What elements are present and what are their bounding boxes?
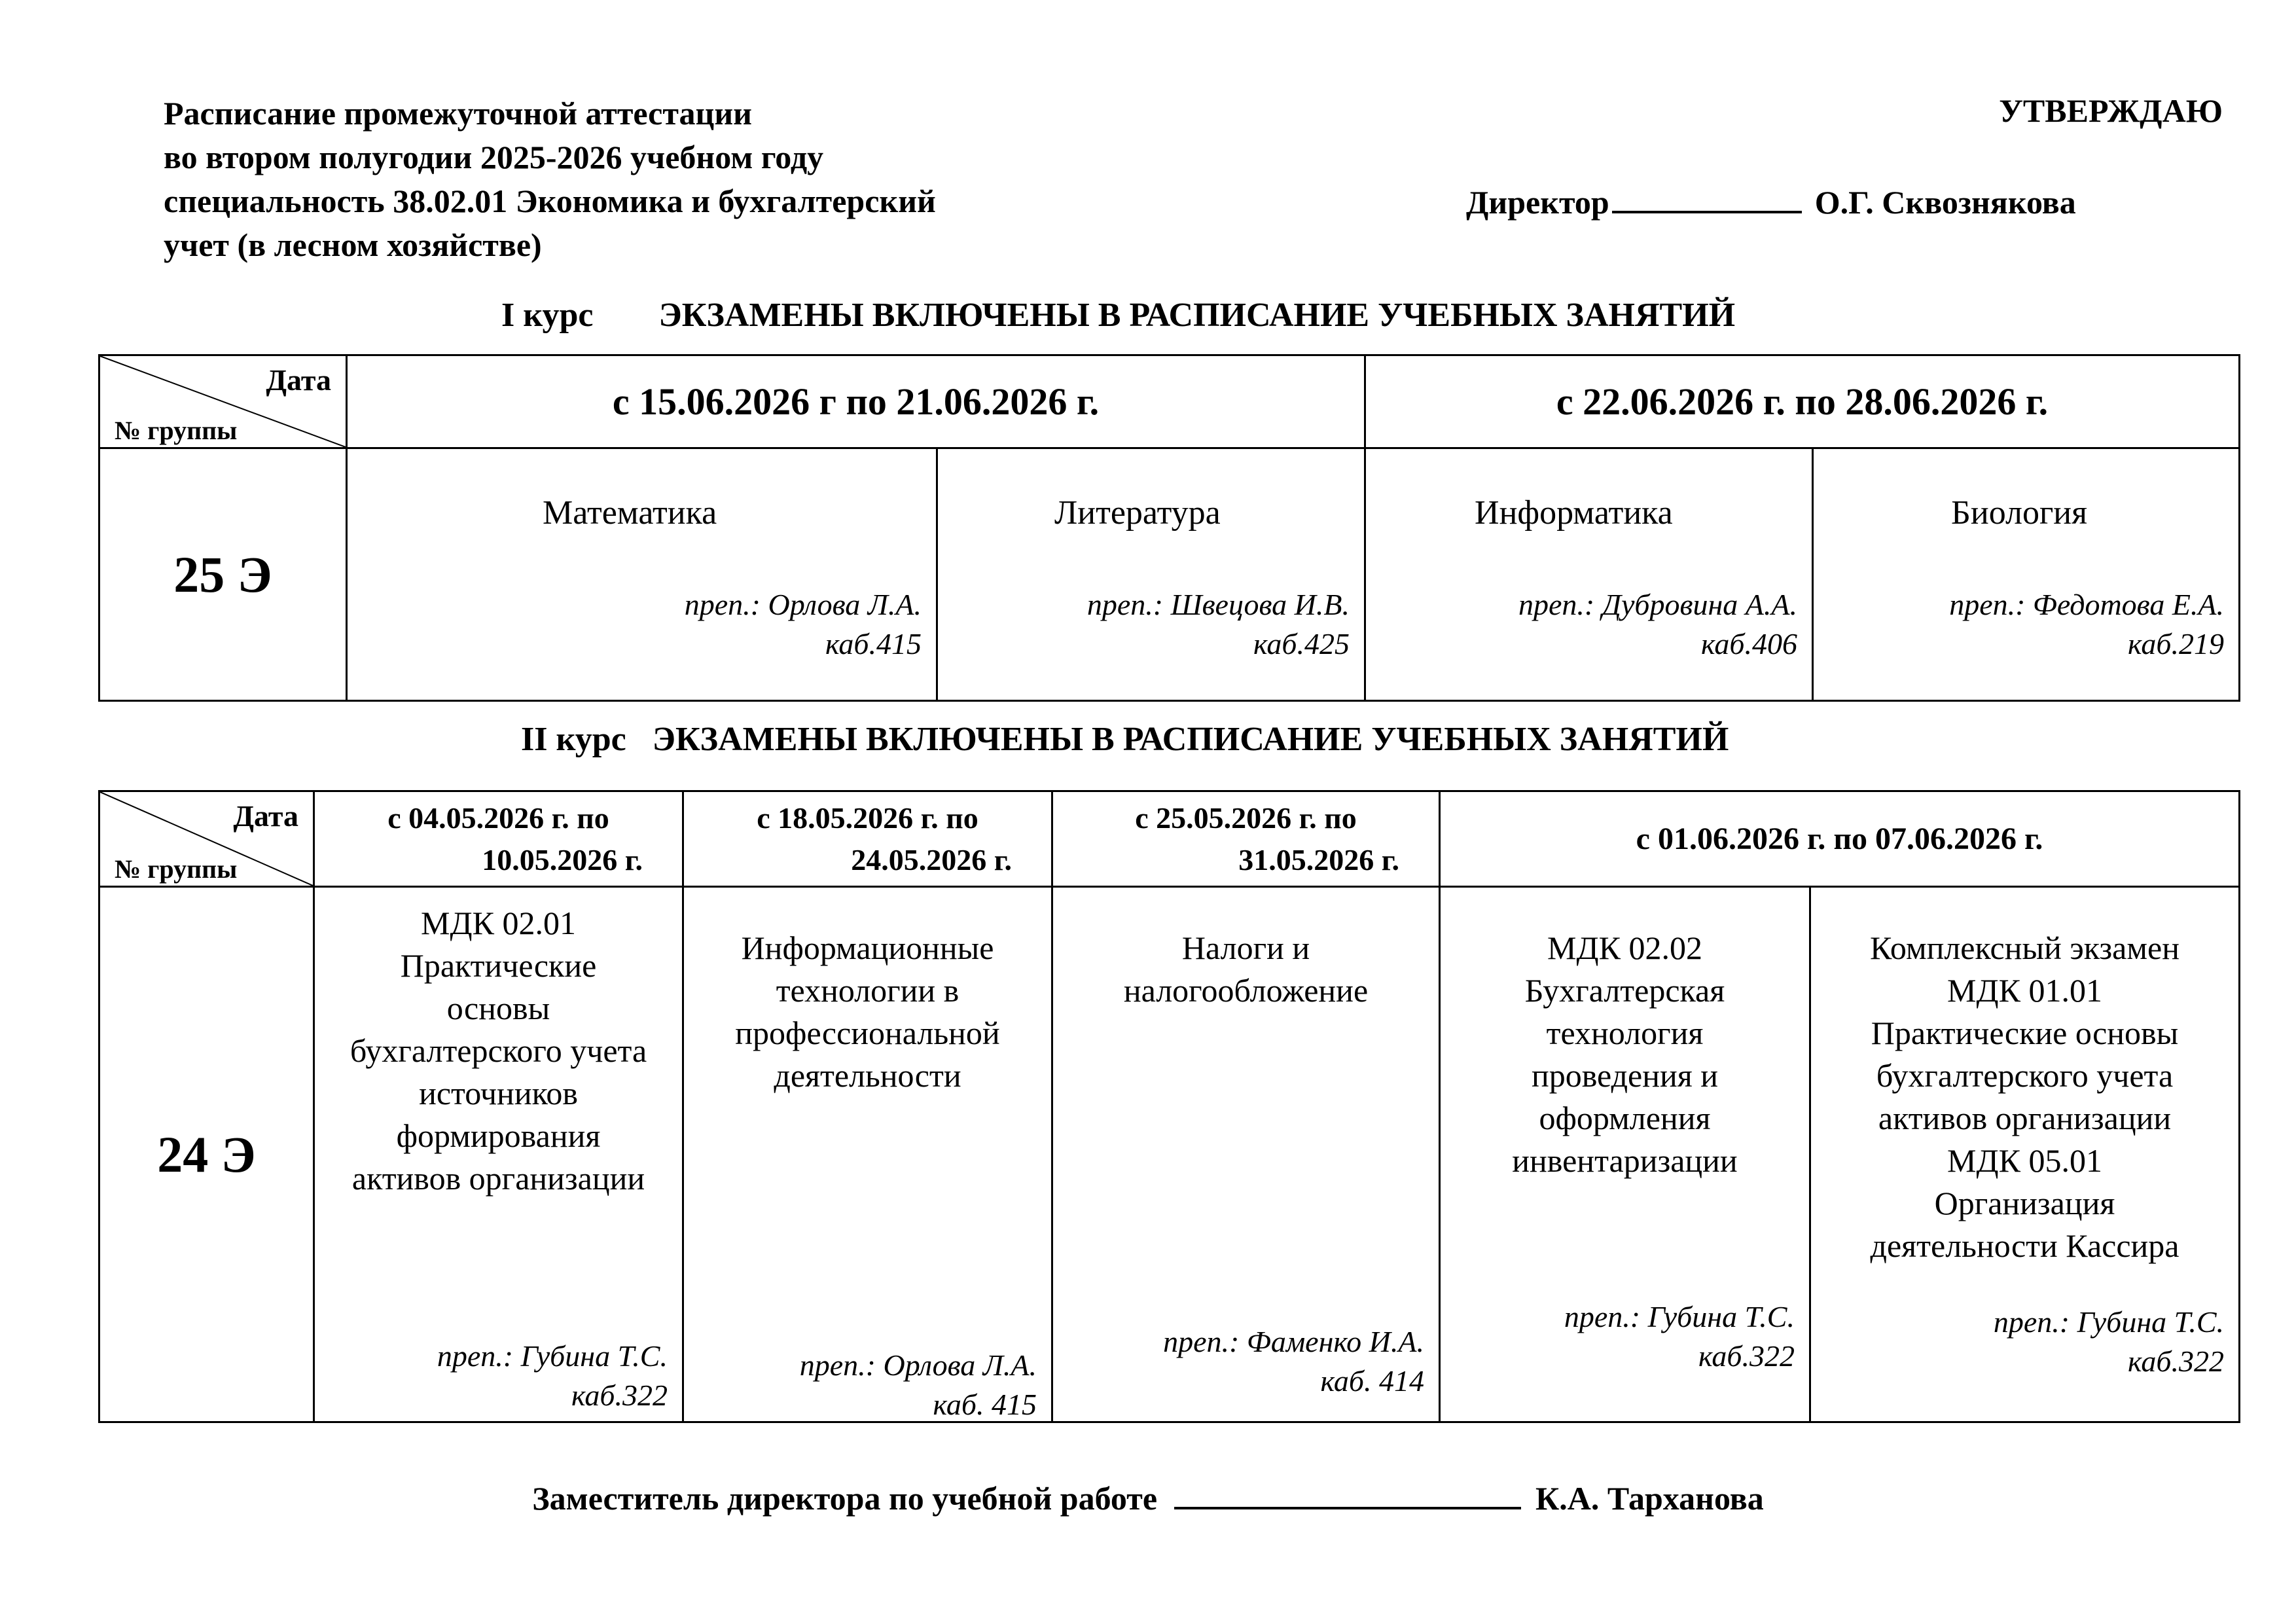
exam-room: каб.322 <box>571 1379 668 1412</box>
table-corner <box>99 791 314 887</box>
exam-teacher-block <box>1994 1303 2224 1381</box>
period-line: с 18.05.2026 г. по <box>757 801 978 835</box>
subject-line: активов организации <box>351 1160 645 1197</box>
exam-teacher-block <box>1163 1322 1424 1401</box>
exam-teacher-block <box>800 1346 1037 1424</box>
subject-line: Комплексный экзамен <box>1870 929 2179 966</box>
subject-line: источников <box>419 1075 578 1111</box>
period-header <box>1052 791 1440 887</box>
document-header <box>164 92 1145 267</box>
period-header: с 01.06.2026 г. по 07.06.2026 г. <box>1440 791 2240 887</box>
course-1-heading <box>501 296 1735 334</box>
header-line: учет (в лесном хозяйстве) <box>164 226 542 263</box>
period-line: с 25.05.2026 г. по <box>1135 801 1357 835</box>
subject-line: основы <box>446 990 550 1026</box>
exam-cell <box>347 448 937 701</box>
period-header: с 15.06.2026 г по 21.06.2026 г. <box>347 355 1365 448</box>
director-signature <box>1466 182 2076 221</box>
exam-cell <box>1813 448 2240 701</box>
group-number: 24 Э <box>99 887 314 1422</box>
header-line: Расписание промежуточной аттестации <box>164 95 752 132</box>
subject-line: МДК 02.01 <box>421 905 576 941</box>
exam-teacher-block <box>1564 1297 1795 1376</box>
exam-teacher-block <box>1518 585 1797 664</box>
exam-room: каб.322 <box>1698 1339 1795 1373</box>
exam-cell <box>683 887 1052 1422</box>
exam-teacher-block <box>1949 585 2224 664</box>
period-line: 24.05.2026 г. <box>851 842 1012 876</box>
exam-teacher-block <box>1087 585 1350 664</box>
exam-room: каб. 415 <box>933 1388 1037 1421</box>
exam-teacher: преп.: Орлова Л.А. <box>684 588 922 621</box>
period-header <box>683 791 1052 887</box>
period-line: 10.05.2026 г. <box>482 842 643 876</box>
corner-group-label: № группы <box>115 854 238 884</box>
subject-line: МДК 02.02 <box>1547 929 1702 966</box>
exam-cell <box>1440 887 1810 1422</box>
course-1-table <box>98 354 2240 702</box>
course-2-table <box>98 790 2240 1423</box>
exam-teacher: преп.: Губина Т.С. <box>1993 1305 2225 1339</box>
course-2-label: II курс <box>521 721 626 758</box>
exam-room: каб.415 <box>825 627 922 660</box>
course-1-title: ЭКЗАМЕНЫ ВКЛЮЧЕНЫ В РАСПИСАНИЕ УЧЕБНЫХ ЗАНЯТИЙ <box>658 297 1736 334</box>
subject-line: Бухгалтерская <box>1524 972 1725 1009</box>
exam-teacher: преп.: Губина Т.С. <box>437 1339 668 1373</box>
exam-teacher: преп.: Губина Т.С. <box>1564 1300 1795 1333</box>
deputy-signature <box>0 1479 2296 1517</box>
exam-teacher: преп.: Швецова И.В. <box>1086 588 1350 621</box>
deputy-name: К.А. Тарханова <box>1535 1480 1764 1517</box>
subject-line: профессиональной <box>735 1015 1000 1051</box>
course-1-label: I курс <box>501 297 594 334</box>
course-2-heading <box>521 720 1729 759</box>
exam-subject <box>1816 927 2233 1267</box>
exam-subject <box>1058 927 1433 1012</box>
approve-label: УТВЕРЖДАЮ <box>1999 92 2223 129</box>
exam-cell <box>314 887 683 1422</box>
subject-line: проведения и <box>1531 1057 1718 1094</box>
subject-line: деятельности Кассира <box>1870 1227 2179 1264</box>
subject-line: МДК 01.01 <box>1947 972 2102 1009</box>
subject-line: оформления <box>1539 1100 1711 1136</box>
exam-room: каб.322 <box>2128 1344 2225 1378</box>
exam-room: каб.219 <box>2128 627 2225 660</box>
corner-date-label: Дата <box>266 363 331 397</box>
exam-subject: Информатика <box>1475 494 1673 532</box>
corner-group-label: № группы <box>115 416 238 445</box>
exam-room: каб.406 <box>1701 627 1798 660</box>
subject-line: технология <box>1546 1015 1704 1051</box>
header-line: специальность 38.02.01 Экономика и бухгалтерский <box>164 183 936 219</box>
director-label: Директор <box>1466 184 1609 221</box>
deputy-label: Заместитель директора по учебной работе <box>532 1480 1158 1517</box>
exam-subject: Литература <box>1054 494 1221 532</box>
subject-line: бухгалтерского учета <box>1876 1057 2174 1094</box>
exam-teacher: преп.: Орлова Л.А. <box>799 1348 1037 1382</box>
course-2-title: ЭКЗАМЕНЫ ВКЛЮЧЕНЫ В РАСПИСАНИЕ УЧЕБНЫХ ЗАНЯТИЙ <box>652 721 1729 758</box>
subject-line: технологии в <box>776 972 960 1009</box>
exam-teacher: преп.: Федотова Е.А. <box>1949 588 2225 621</box>
group-number: 25 Э <box>99 448 347 701</box>
subject-line: деятельности <box>774 1057 961 1094</box>
period-header <box>314 791 683 887</box>
subject-line: Практические <box>400 947 597 984</box>
period-line: с 04.05.2026 г. по <box>387 801 609 835</box>
subject-line: активов организации <box>1878 1100 2172 1136</box>
exam-subject: Биология <box>1951 494 2088 532</box>
subject-line: формирования <box>396 1117 601 1154</box>
corner-date-label: Дата <box>233 799 298 833</box>
signature-line <box>1174 1481 1521 1509</box>
exam-teacher: преп.: Дубровина А.А. <box>1518 588 1798 621</box>
exam-cell <box>1052 887 1440 1422</box>
period-line: 31.05.2026 г. <box>1238 842 1399 876</box>
exam-subject: Математика <box>543 494 717 532</box>
subject-line: Организация <box>1934 1185 2115 1221</box>
subject-line: Информационные <box>741 929 994 966</box>
exam-cell <box>1365 448 1813 701</box>
period-header: с 22.06.2026 г. по 28.06.2026 г. <box>1365 355 2240 448</box>
subject-line: МДК 05.01 <box>1947 1142 2102 1179</box>
subject-line: инвентаризации <box>1512 1142 1738 1179</box>
subject-line: Практические основы <box>1871 1015 2179 1051</box>
subject-line: налогообложение <box>1123 972 1369 1009</box>
table-corner <box>99 355 347 448</box>
exam-subject <box>1446 927 1804 1182</box>
exam-teacher: преп.: Фаменко И.А. <box>1163 1325 1424 1358</box>
signature-line <box>1612 182 1802 213</box>
exam-cell <box>1810 887 2240 1422</box>
exam-cell <box>937 448 1365 701</box>
exam-subject <box>320 902 677 1200</box>
subject-line: бухгалтерского учета <box>350 1032 647 1069</box>
exam-teacher-block <box>685 585 922 664</box>
exam-subject <box>689 927 1046 1097</box>
exam-room: каб.425 <box>1253 627 1350 660</box>
exam-room: каб. 414 <box>1320 1364 1424 1398</box>
director-name: О.Г. Сквознякова <box>1814 184 2076 221</box>
header-line: во втором полугодии 2025-2026 учебном году <box>164 139 824 175</box>
exam-teacher-block <box>437 1337 668 1415</box>
subject-line: Налоги и <box>1181 929 1310 966</box>
